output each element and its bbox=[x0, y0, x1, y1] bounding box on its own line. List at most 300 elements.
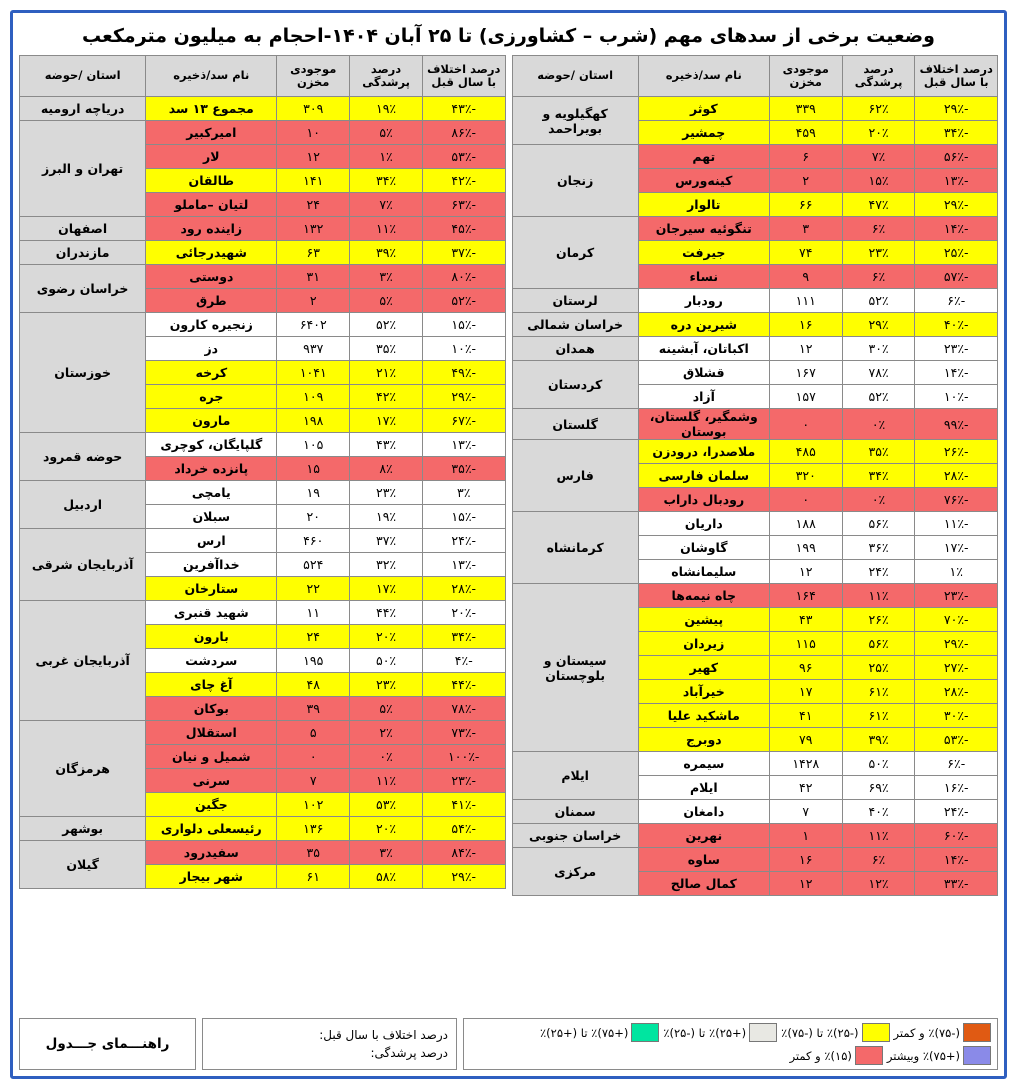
cell-province: کرمان bbox=[512, 217, 638, 289]
legend-item-label: (۱۵)٪ و کمتر bbox=[789, 1048, 852, 1063]
cell-volume: ۱۳۶ bbox=[277, 817, 350, 841]
cell-dam-name: خیرآباد bbox=[638, 680, 769, 704]
cell-diff: -۴۰٪ bbox=[915, 313, 998, 337]
cell-fill: ۲۵٪ bbox=[842, 656, 915, 680]
cell-dam-name: استقلال bbox=[146, 721, 277, 745]
cell-dam-name: ستارخان bbox=[146, 577, 277, 601]
cell-volume: ۳ bbox=[769, 217, 842, 241]
cell-diff: ۱٪ bbox=[915, 560, 998, 584]
col-dam: نام سد/ذخیره bbox=[638, 56, 769, 97]
cell-fill: ۱۲٪ bbox=[842, 872, 915, 896]
cell-dam-name: لتیان –ماملو bbox=[146, 193, 277, 217]
cell-dam-name: شهیدرجائی bbox=[146, 241, 277, 265]
cell-province: ایلام bbox=[512, 752, 638, 800]
cell-dam-name: سرنی bbox=[146, 769, 277, 793]
cell-volume: ۶ bbox=[769, 145, 842, 169]
legend-color-swatch bbox=[862, 1023, 890, 1042]
col-diff: درصد اختلاف با سال قبل bbox=[422, 56, 505, 97]
cell-volume: ۷۹ bbox=[769, 728, 842, 752]
cell-dam-name: سیمره bbox=[638, 752, 769, 776]
table-row bbox=[512, 145, 998, 169]
cell-diff: -۲۷٪ bbox=[915, 656, 998, 680]
cell-dam-name: پانزده خرداد bbox=[146, 457, 277, 481]
cell-fill: ۵۲٪ bbox=[842, 289, 915, 313]
cell-dam-name: جگین bbox=[146, 793, 277, 817]
cell-fill: ۱۱٪ bbox=[350, 217, 423, 241]
cell-diff: -۲۹٪ bbox=[422, 865, 505, 889]
cell-diff: -۵۳٪ bbox=[915, 728, 998, 752]
cell-province: خراسان شمالی bbox=[512, 313, 638, 337]
cell-diff: -۸۶٪ bbox=[422, 121, 505, 145]
cell-fill: ۷۸٪ bbox=[842, 361, 915, 385]
cell-volume: ۶۴۰۲ bbox=[277, 313, 350, 337]
cell-volume: ۰ bbox=[277, 745, 350, 769]
legend-title: راهنـــمای جـــدول bbox=[19, 1018, 196, 1070]
cell-volume: ۱۶۷ bbox=[769, 361, 842, 385]
table-row bbox=[20, 265, 506, 289]
cell-diff: -۱۰۰٪ bbox=[422, 745, 505, 769]
page-title: وضعیت برخی از سدهای مهم (شرب – کشاورزی) تا ۲۵ آبان ۱۴۰۴-احجام به میلیون مترمکعب bbox=[82, 25, 935, 47]
cell-province: گلستان bbox=[512, 409, 638, 440]
cell-fill: ۳۴٪ bbox=[842, 464, 915, 488]
cell-volume: ۱۷ bbox=[769, 680, 842, 704]
table-row bbox=[512, 752, 998, 776]
cell-dam-name: دوستی bbox=[146, 265, 277, 289]
cell-volume: ۵۲۴ bbox=[277, 553, 350, 577]
cell-fill: ۶٪ bbox=[842, 217, 915, 241]
table-row bbox=[20, 529, 506, 553]
cell-diff: -۵۷٪ bbox=[915, 265, 998, 289]
cell-dam-name: شیرین دره bbox=[638, 313, 769, 337]
cell-dam-name: یامچی bbox=[146, 481, 277, 505]
cell-diff: -۲۵٪ bbox=[915, 241, 998, 265]
cell-diff: -۶۷٪ bbox=[422, 409, 505, 433]
cell-province: بوشهر bbox=[20, 817, 146, 841]
cell-diff: -۱۴٪ bbox=[915, 361, 998, 385]
cell-fill: ۵۰٪ bbox=[842, 752, 915, 776]
cell-dam-name: اکباتان، آبشینه bbox=[638, 337, 769, 361]
cell-volume: ۱۵ bbox=[277, 457, 350, 481]
cell-fill: ۱۵٪ bbox=[842, 169, 915, 193]
cell-diff: -۲۶٪ bbox=[915, 440, 998, 464]
cell-dam-name: کمال صالح bbox=[638, 872, 769, 896]
cell-diff: -۸۴٪ bbox=[422, 841, 505, 865]
cell-fill: ۳۷٪ bbox=[350, 529, 423, 553]
cell-fill: ۵٪ bbox=[350, 289, 423, 313]
cell-dam-name: شهید قنبری bbox=[146, 601, 277, 625]
cell-dam-name: چاه نیمه‌ها bbox=[638, 584, 769, 608]
cell-volume: ۴۸۵ bbox=[769, 440, 842, 464]
cell-dam-name: زنجیره کارون bbox=[146, 313, 277, 337]
cell-dam-name: گلپایگان، کوچری bbox=[146, 433, 277, 457]
cell-dam-name: رودبار bbox=[638, 289, 769, 313]
cell-dam-name: امیرکبیر bbox=[146, 121, 277, 145]
cell-volume: ۱۹۸ bbox=[277, 409, 350, 433]
cell-dam-name: زیردان bbox=[638, 632, 769, 656]
cell-fill: ۱۹٪ bbox=[350, 97, 423, 121]
cell-province: همدان bbox=[512, 337, 638, 361]
cell-volume: ۱۶ bbox=[769, 313, 842, 337]
cell-fill: ۳۹٪ bbox=[350, 241, 423, 265]
cell-dam-name: داریان bbox=[638, 512, 769, 536]
cell-fill: ۰٪ bbox=[842, 409, 915, 440]
cell-diff: -۵۴٪ bbox=[422, 817, 505, 841]
cell-volume: ۲۰ bbox=[277, 505, 350, 529]
cell-fill: ۳۵٪ bbox=[842, 440, 915, 464]
cell-dam-name: تهم bbox=[638, 145, 769, 169]
cell-province: سمنان bbox=[512, 800, 638, 824]
cell-fill: ۵۶٪ bbox=[842, 512, 915, 536]
cell-volume: ۵ bbox=[277, 721, 350, 745]
cell-fill: ۷٪ bbox=[350, 193, 423, 217]
legend-item bbox=[781, 1023, 889, 1042]
cell-fill: ۱۷٪ bbox=[350, 409, 423, 433]
cell-dam-name: خداآفرین bbox=[146, 553, 277, 577]
cell-fill: ۲۹٪ bbox=[842, 313, 915, 337]
cell-volume: ۱۰ bbox=[277, 121, 350, 145]
cell-fill: ۲۰٪ bbox=[350, 625, 423, 649]
table-row bbox=[512, 584, 998, 608]
table-header-row bbox=[512, 56, 998, 97]
cell-diff: -۲۳٪ bbox=[422, 769, 505, 793]
cell-province: سیستان و بلوچستان bbox=[512, 584, 638, 752]
cell-fill: ۱۱٪ bbox=[350, 769, 423, 793]
table-row bbox=[20, 841, 506, 865]
cell-dam-name: گاوشان bbox=[638, 536, 769, 560]
legend-swatches bbox=[463, 1018, 998, 1070]
cell-dam-name: آغ چای bbox=[146, 673, 277, 697]
cell-fill: ۵۸٪ bbox=[350, 865, 423, 889]
cell-diff: -۶٪ bbox=[915, 289, 998, 313]
table-row bbox=[512, 97, 998, 121]
cell-province: تهران و البرز bbox=[20, 121, 146, 217]
cell-volume: ۷۴ bbox=[769, 241, 842, 265]
cell-province: لرستان bbox=[512, 289, 638, 313]
cell-fill: ۲۱٪ bbox=[350, 361, 423, 385]
cell-diff: -۴۵٪ bbox=[422, 217, 505, 241]
cell-diff: -۱۴٪ bbox=[915, 848, 998, 872]
legend-color-swatch bbox=[963, 1023, 991, 1042]
cell-dam-name: ارس bbox=[146, 529, 277, 553]
cell-volume: ۱۱۵ bbox=[769, 632, 842, 656]
cell-fill: ۲۳٪ bbox=[842, 241, 915, 265]
cell-dam-name: بوکان bbox=[146, 697, 277, 721]
cell-volume: ۴۱ bbox=[769, 704, 842, 728]
cell-fill: ۶۱٪ bbox=[842, 704, 915, 728]
cell-volume: ۱۲ bbox=[769, 337, 842, 361]
legend-item-label: (+۲۵)٪ تا (-۲۵)٪ bbox=[663, 1025, 747, 1040]
legend-item-label: (+۷۵)٪ وبیشتر bbox=[886, 1048, 960, 1063]
table-row bbox=[512, 361, 998, 385]
cell-fill: ۶٪ bbox=[842, 265, 915, 289]
cell-fill: ۲۰٪ bbox=[350, 817, 423, 841]
cell-province: گیلان bbox=[20, 841, 146, 889]
legend-row bbox=[19, 1018, 998, 1070]
table-row bbox=[20, 721, 506, 745]
cell-dam-name: مجموع ۱۳ سد bbox=[146, 97, 277, 121]
legend-color-swatch bbox=[855, 1046, 883, 1065]
legend-item-label: (-۷۵)٪ و کمتر bbox=[893, 1025, 960, 1040]
dam-table-left bbox=[512, 55, 999, 896]
legend-line-diff: درصد اختلاف با سال قبل: bbox=[319, 1028, 448, 1042]
legend-item-label: (-۲۵)٪ تا (-۷۵)٪ bbox=[781, 1025, 859, 1040]
cell-dam-name: ماشکید علیا bbox=[638, 704, 769, 728]
cell-fill: ۱۹٪ bbox=[350, 505, 423, 529]
cell-volume: ۹۳۷ bbox=[277, 337, 350, 361]
legend-item bbox=[887, 1046, 991, 1065]
cell-dam-name: رودبال داراب bbox=[638, 488, 769, 512]
legend-item bbox=[894, 1023, 991, 1042]
cell-volume: ۷ bbox=[277, 769, 350, 793]
cell-diff: -۷۸٪ bbox=[422, 697, 505, 721]
legend-item-label: (+۷۵)٪ تا (+۲۵)٪ bbox=[540, 1025, 629, 1040]
cell-province: کردستان bbox=[512, 361, 638, 409]
cell-diff: -۲۸٪ bbox=[915, 680, 998, 704]
cell-diff: -۹۹٪ bbox=[915, 409, 998, 440]
cell-diff: -۲۹٪ bbox=[915, 632, 998, 656]
cell-volume: ۶۶ bbox=[769, 193, 842, 217]
legend-descriptions bbox=[202, 1018, 457, 1070]
cell-dam-name: ملاصدرا، درودزن bbox=[638, 440, 769, 464]
cell-diff: -۴۱٪ bbox=[422, 793, 505, 817]
cell-diff: -۲۴٪ bbox=[422, 529, 505, 553]
cell-diff: -۵۳٪ bbox=[422, 145, 505, 169]
cell-volume: ۲۲ bbox=[277, 577, 350, 601]
table-row bbox=[512, 337, 998, 361]
cell-dam-name: سردشت bbox=[146, 649, 277, 673]
cell-province: کرمانشاه bbox=[512, 512, 638, 584]
cell-province: خراسان رضوی bbox=[20, 265, 146, 313]
cell-fill: ۸٪ bbox=[350, 457, 423, 481]
cell-province: آذربایجان غربی bbox=[20, 601, 146, 721]
cell-fill: ۱۱٪ bbox=[842, 824, 915, 848]
cell-volume: ۲ bbox=[277, 289, 350, 313]
cell-dam-name: دامغان bbox=[638, 800, 769, 824]
cell-diff: -۶۳٪ bbox=[422, 193, 505, 217]
cell-dam-name: وشمگیر، گلستان، بوستان bbox=[638, 409, 769, 440]
cell-fill: ۶۱٪ bbox=[842, 680, 915, 704]
cell-fill: ۲۳٪ bbox=[350, 481, 423, 505]
table-row bbox=[512, 800, 998, 824]
cell-dam-name: کرخه bbox=[146, 361, 277, 385]
legend-item bbox=[790, 1046, 883, 1065]
cell-dam-name: جره bbox=[146, 385, 277, 409]
cell-diff: -۳۷٪ bbox=[422, 241, 505, 265]
cell-volume: ۱۶ bbox=[769, 848, 842, 872]
table-row bbox=[20, 313, 506, 337]
cell-fill: ۳٪ bbox=[350, 265, 423, 289]
cell-fill: ۳۵٪ bbox=[350, 337, 423, 361]
cell-province: خراسان جنوبی bbox=[512, 824, 638, 848]
legend-line-fill: درصد پرشدگی: bbox=[370, 1046, 448, 1060]
cell-diff: -۴۴٪ bbox=[422, 673, 505, 697]
cell-province: هرمزگان bbox=[20, 721, 146, 817]
cell-volume: ۱۸۸ bbox=[769, 512, 842, 536]
cell-diff: -۲۴٪ bbox=[915, 800, 998, 824]
cell-diff: -۲۹٪ bbox=[915, 97, 998, 121]
cell-volume: ۰ bbox=[769, 409, 842, 440]
cell-volume: ۳۵ bbox=[277, 841, 350, 865]
cell-dam-name: مارون bbox=[146, 409, 277, 433]
table-row bbox=[512, 440, 998, 464]
cell-fill: ۵۲٪ bbox=[350, 313, 423, 337]
cell-dam-name: سفیدرود bbox=[146, 841, 277, 865]
cell-volume: ۱۱ bbox=[277, 601, 350, 625]
cell-diff: -۳۴٪ bbox=[422, 625, 505, 649]
cell-province: مرکزی bbox=[512, 848, 638, 896]
cell-diff: -۳۳٪ bbox=[915, 872, 998, 896]
cell-fill: ۲۴٪ bbox=[842, 560, 915, 584]
cell-fill: ۴۲٪ bbox=[350, 385, 423, 409]
cell-dam-name: کینه‌ورس bbox=[638, 169, 769, 193]
col-province: استان /حوضه bbox=[20, 56, 146, 97]
table-row bbox=[20, 217, 506, 241]
cell-volume: ۴۳ bbox=[769, 608, 842, 632]
col-dam: نام سد/ذخیره bbox=[146, 56, 277, 97]
cell-province: مازندران bbox=[20, 241, 146, 265]
cell-fill: ۵۶٪ bbox=[842, 632, 915, 656]
cell-diff: -۷۰٪ bbox=[915, 608, 998, 632]
cell-fill: ۵٪ bbox=[350, 121, 423, 145]
cell-volume: ۱۱۱ bbox=[769, 289, 842, 313]
cell-volume: ۰ bbox=[769, 488, 842, 512]
cell-dam-name: چمشیر bbox=[638, 121, 769, 145]
cell-fill: ۵۰٪ bbox=[350, 649, 423, 673]
cell-fill: ۵۲٪ bbox=[842, 385, 915, 409]
cell-fill: ۴۰٪ bbox=[842, 800, 915, 824]
cell-dam-name: پیشین bbox=[638, 608, 769, 632]
table-row bbox=[512, 289, 998, 313]
cell-diff: -۴٪ bbox=[422, 649, 505, 673]
cell-diff: -۲۹٪ bbox=[915, 193, 998, 217]
col-province: استان /حوضه bbox=[512, 56, 638, 97]
cell-volume: ۱۹۵ bbox=[277, 649, 350, 673]
cell-dam-name: جیرفت bbox=[638, 241, 769, 265]
cell-fill: ۵٪ bbox=[350, 697, 423, 721]
cell-province: زنجان bbox=[512, 145, 638, 217]
report-frame bbox=[10, 10, 1007, 1079]
table-row bbox=[512, 824, 998, 848]
table-row bbox=[20, 817, 506, 841]
cell-fill: ۴۳٪ bbox=[350, 433, 423, 457]
col-fill: درصد پرشدگی bbox=[842, 56, 915, 97]
cell-diff: -۷۳٪ bbox=[422, 721, 505, 745]
cell-volume: ۲۴ bbox=[277, 193, 350, 217]
legend-color-swatch bbox=[631, 1023, 659, 1042]
cell-volume: ۱۹۹ bbox=[769, 536, 842, 560]
cell-fill: ۳۹٪ bbox=[842, 728, 915, 752]
cell-fill: ۲۰٪ bbox=[842, 121, 915, 145]
dam-table-right bbox=[19, 55, 506, 889]
cell-diff: -۱۵٪ bbox=[422, 505, 505, 529]
table-row bbox=[512, 217, 998, 241]
cell-diff: -۱۱٪ bbox=[915, 512, 998, 536]
cell-dam-name: آزاد bbox=[638, 385, 769, 409]
cell-dam-name: لار bbox=[146, 145, 277, 169]
table-row bbox=[20, 433, 506, 457]
cell-volume: ۱۰۴۱ bbox=[277, 361, 350, 385]
cell-diff: -۱۴٪ bbox=[915, 217, 998, 241]
cell-diff: -۱۰٪ bbox=[915, 385, 998, 409]
cell-volume: ۹ bbox=[769, 265, 842, 289]
cell-fill: ۰٪ bbox=[842, 488, 915, 512]
cell-volume: ۱ bbox=[769, 824, 842, 848]
cell-dam-name: نساء bbox=[638, 265, 769, 289]
cell-dam-name: تالوار bbox=[638, 193, 769, 217]
cell-province: خوزستان bbox=[20, 313, 146, 433]
cell-diff: -۱۶٪ bbox=[915, 776, 998, 800]
cell-province: فارس bbox=[512, 440, 638, 512]
cell-dam-name: کهیر bbox=[638, 656, 769, 680]
cell-diff: -۳۴٪ bbox=[915, 121, 998, 145]
cell-diff: -۴۹٪ bbox=[422, 361, 505, 385]
table-row bbox=[20, 241, 506, 265]
cell-diff: -۲۳٪ bbox=[915, 337, 998, 361]
cell-fill: ۳٪ bbox=[350, 841, 423, 865]
cell-dam-name: ایلام bbox=[638, 776, 769, 800]
col-volume: موجودی مخزن bbox=[277, 56, 350, 97]
cell-volume: ۱۹ bbox=[277, 481, 350, 505]
cell-volume: ۱۶۴ bbox=[769, 584, 842, 608]
cell-fill: ۵۳٪ bbox=[350, 793, 423, 817]
cell-diff: ۳٪ bbox=[422, 481, 505, 505]
cell-dam-name: سلمان فارسی bbox=[638, 464, 769, 488]
cell-volume: ۴۶۰ bbox=[277, 529, 350, 553]
cell-volume: ۱۴۲۸ bbox=[769, 752, 842, 776]
cell-fill: ۴۷٪ bbox=[842, 193, 915, 217]
cell-diff: -۴۳٪ bbox=[422, 97, 505, 121]
cell-fill: ۶۲٪ bbox=[842, 97, 915, 121]
cell-fill: ۳۴٪ bbox=[350, 169, 423, 193]
table-row bbox=[512, 313, 998, 337]
col-fill: درصد پرشدگی bbox=[350, 56, 423, 97]
cell-diff: -۵۲٪ bbox=[422, 289, 505, 313]
cell-diff: -۲۰٪ bbox=[422, 601, 505, 625]
cell-diff: -۱۳٪ bbox=[915, 169, 998, 193]
cell-volume: ۱۲ bbox=[277, 145, 350, 169]
cell-volume: ۶۳ bbox=[277, 241, 350, 265]
cell-dam-name: ساوه bbox=[638, 848, 769, 872]
cell-fill: ۳۰٪ bbox=[842, 337, 915, 361]
cell-fill: ۰٪ bbox=[350, 745, 423, 769]
cell-fill: ۳۶٪ bbox=[842, 536, 915, 560]
table-row bbox=[20, 97, 506, 121]
cell-dam-name: طالقان bbox=[146, 169, 277, 193]
cell-dam-name: دوبرج bbox=[638, 728, 769, 752]
cell-volume: ۱۰۲ bbox=[277, 793, 350, 817]
cell-volume: ۱۲ bbox=[769, 872, 842, 896]
cell-dam-name: دز bbox=[146, 337, 277, 361]
cell-volume: ۱۴۱ bbox=[277, 169, 350, 193]
cell-volume: ۳۹ bbox=[277, 697, 350, 721]
table-row bbox=[20, 481, 506, 505]
cell-diff: -۴۲٪ bbox=[422, 169, 505, 193]
cell-dam-name: زاینده رود bbox=[146, 217, 277, 241]
cell-volume: ۶۱ bbox=[277, 865, 350, 889]
col-diff: درصد اختلاف با سال قبل bbox=[915, 56, 998, 97]
cell-diff: -۲۸٪ bbox=[422, 577, 505, 601]
table-row bbox=[20, 121, 506, 145]
cell-volume: ۱۰۹ bbox=[277, 385, 350, 409]
cell-volume: ۴۵۹ bbox=[769, 121, 842, 145]
cell-province: اردبیل bbox=[20, 481, 146, 529]
cell-dam-name: کوثر bbox=[638, 97, 769, 121]
cell-dam-name: سبلان bbox=[146, 505, 277, 529]
cell-volume: ۱۳۲ bbox=[277, 217, 350, 241]
cell-volume: ۲ bbox=[769, 169, 842, 193]
cell-volume: ۳۰۹ bbox=[277, 97, 350, 121]
cell-volume: ۲۴ bbox=[277, 625, 350, 649]
